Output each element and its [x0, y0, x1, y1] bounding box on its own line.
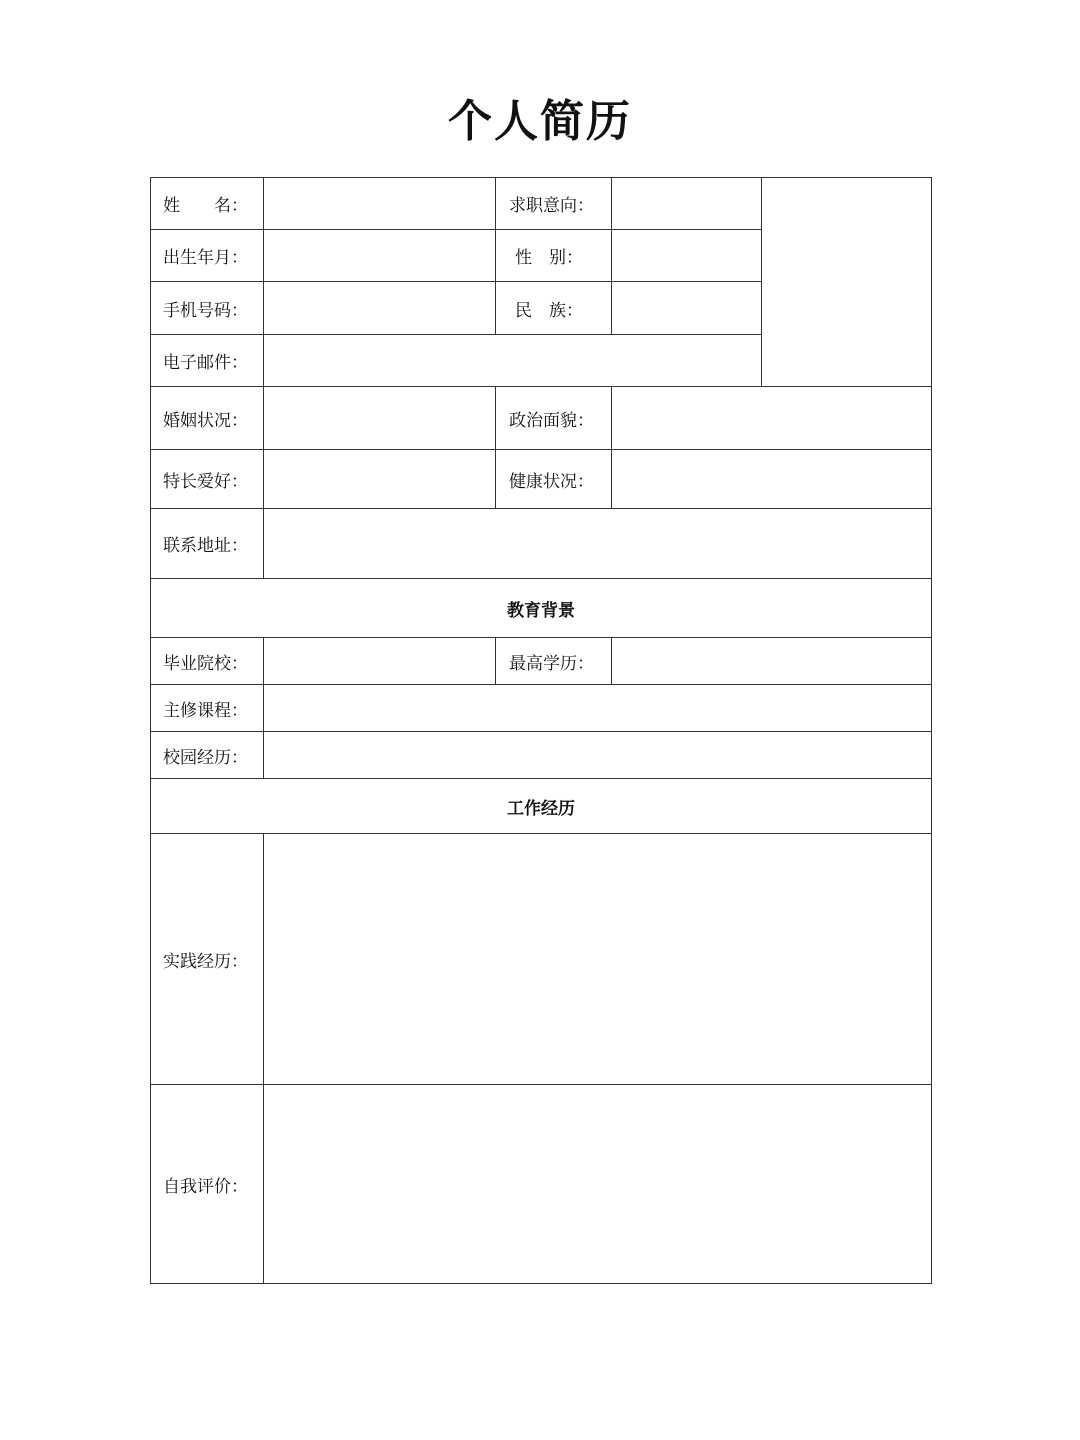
label-address: 联系地址： — [151, 509, 264, 579]
field-birth[interactable] — [264, 230, 496, 282]
field-self-eval[interactable] — [264, 1085, 932, 1284]
label-practice: 实践经历： — [151, 834, 264, 1085]
field-phone[interactable] — [264, 282, 496, 335]
field-courses[interactable] — [264, 685, 932, 732]
label-marital: 婚姻状况： — [151, 387, 264, 450]
label-degree: 最高学历： — [496, 638, 612, 685]
label-email: 电子邮件： — [151, 335, 264, 387]
label-school: 毕业院校： — [151, 638, 264, 685]
label-political: 政治面貌： — [496, 387, 612, 450]
field-degree[interactable] — [612, 638, 932, 685]
field-job-intent[interactable] — [612, 178, 762, 230]
label-phone: 手机号码： — [151, 282, 264, 335]
field-health[interactable] — [612, 450, 932, 509]
field-campus[interactable] — [264, 732, 932, 779]
field-hobbies[interactable] — [264, 450, 496, 509]
photo-box[interactable] — [762, 178, 932, 387]
field-gender[interactable] — [612, 230, 762, 282]
label-name: 姓 名： — [151, 178, 264, 230]
field-school[interactable] — [264, 638, 496, 685]
row-courses — [151, 685, 932, 732]
label-self-eval: 自我评价： — [151, 1085, 264, 1284]
label-courses: 主修课程： — [151, 685, 264, 732]
row-practice — [151, 834, 932, 1085]
resume-table — [150, 177, 932, 1284]
label-campus: 校园经历： — [151, 732, 264, 779]
row-hobbies — [151, 450, 932, 509]
field-marital[interactable] — [264, 387, 496, 450]
field-ethnicity[interactable] — [612, 282, 762, 335]
row-section-work — [151, 779, 932, 834]
field-political[interactable] — [612, 387, 932, 450]
section-education-heading: 教育背景 — [151, 579, 932, 638]
field-email[interactable] — [264, 335, 762, 387]
label-birth: 出生年月： — [151, 230, 264, 282]
row-name — [151, 178, 932, 230]
label-hobbies: 特长爱好： — [151, 450, 264, 509]
row-section-education — [151, 579, 932, 638]
row-campus — [151, 732, 932, 779]
row-marital — [151, 387, 932, 450]
row-school — [151, 638, 932, 685]
label-gender: 性 别： — [496, 230, 612, 282]
section-work-heading: 工作经历 — [151, 779, 932, 834]
row-self-eval — [151, 1085, 932, 1284]
page-title: 个人简历 — [448, 96, 632, 147]
field-address[interactable] — [264, 509, 932, 579]
label-job-intent: 求职意向： — [496, 178, 612, 230]
label-health: 健康状况： — [496, 450, 612, 509]
row-address — [151, 509, 932, 579]
field-practice[interactable] — [264, 834, 932, 1085]
label-ethnicity: 民 族： — [496, 282, 612, 335]
field-name[interactable] — [264, 178, 496, 230]
